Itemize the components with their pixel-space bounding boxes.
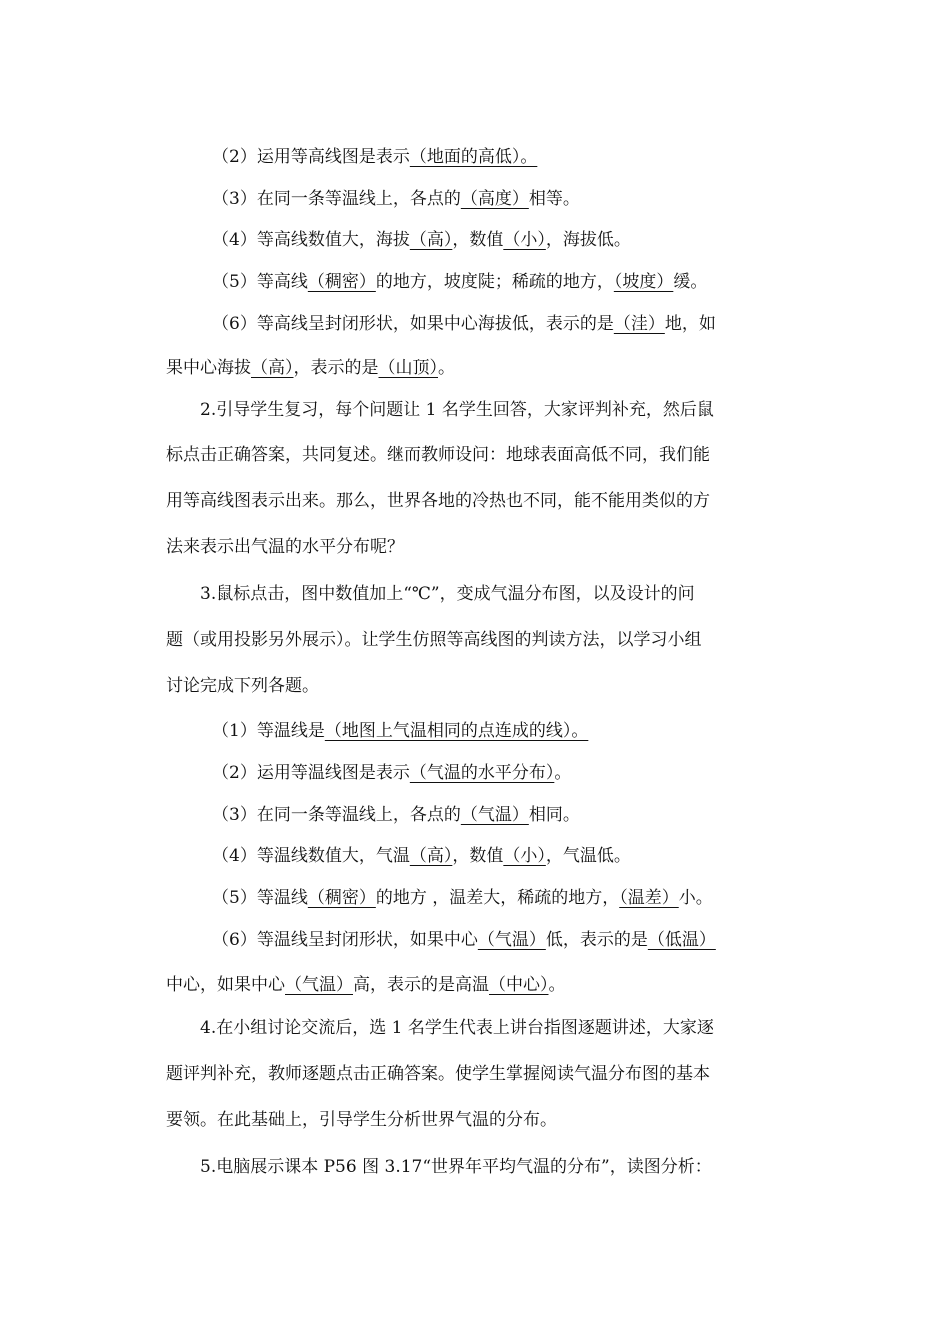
text: （3）在同一条等温线上，各点的 (212, 805, 461, 825)
text: ，数值 (452, 846, 504, 866)
text: 缓。 (673, 272, 708, 292)
answer-blank: （小） (503, 230, 546, 250)
answer-blank: （稠密） (307, 272, 376, 292)
text: （6）等高线呈封闭形状，如果中心海拔低，表示的是 (212, 314, 614, 334)
answer-blank: （气温） (477, 930, 546, 950)
answer-blank: （小） (503, 846, 546, 866)
text: ，数值 (452, 230, 504, 250)
text: （2）运用等高线图是表示 (212, 147, 410, 167)
isotherm-item-6-cont (166, 975, 566, 995)
text: 。 (548, 975, 566, 995)
answer-blank: （洼） (613, 314, 665, 334)
answer-blank: （温差） (619, 888, 679, 908)
text: （2）运用等温线图是表示 (212, 763, 410, 783)
paragraph-2-line: 法来表示出气温的水平分布呢？ (166, 537, 404, 557)
text: ，海拔低。 (545, 230, 631, 250)
answer-blank: （低温） (647, 930, 716, 950)
text: 相同。 (528, 805, 580, 825)
paragraph-5-line: 5.电脑展示课本 P56 图 3.17“世界年平均气温的分布”，读图分析： (200, 1157, 712, 1177)
paragraph-2-line: 2.引导学生复习，每个问题让 1 名学生回答，大家评判补充，然后鼠 (200, 400, 714, 420)
paragraph-4-line: 4.在小组讨论交流后，选 1 名学生代表上讲台指图逐题讲述，大家逐 (200, 1018, 714, 1038)
text: （4）等高线数值大，海拔 (212, 230, 410, 250)
text: （4）等温线数值大，气温 (212, 846, 410, 866)
text: 的地方，坡度陡；稀疏的地方， (375, 272, 614, 292)
paragraph-4-line: 题评判补充，教师逐题点击正确答案。使学生掌握阅读气温分布图的基本 (166, 1064, 710, 1084)
answer-blank: （高） (251, 358, 294, 378)
answer-blank: （气温的水平分布） (409, 763, 555, 783)
answer-blank: （气温） (460, 805, 529, 825)
text: （3）在同一条等温线上，各点的 (212, 189, 461, 209)
answer-blank: （地图上气温相同的点连成的线）。 (324, 721, 589, 741)
text: 。 (438, 358, 455, 378)
isotherm-item-1 (212, 721, 588, 741)
contour-item-5 (212, 272, 707, 292)
text: 相等。 (528, 189, 580, 209)
answer-blank: （地面的高低）。 (409, 147, 538, 167)
isotherm-item-2 (212, 763, 571, 783)
answer-blank: （高） (409, 846, 453, 866)
isotherm-item-5 (212, 888, 713, 908)
text: （1）等温线是 (212, 721, 325, 741)
paragraph-3-line: 3.鼠标点击，图中数值加上“℃”，变成气温分布图，以及设计的问 (200, 584, 695, 604)
answer-blank: （高） (409, 230, 453, 250)
text: 中心，如果中心 (166, 975, 285, 995)
isotherm-item-4 (212, 846, 631, 866)
text: ，气温低。 (545, 846, 631, 866)
text: 果中心海拔 (166, 358, 251, 378)
paragraph-3-line: 讨论完成下列各题。 (166, 676, 319, 696)
paragraph-4-line: 要领。在此基础上，引导学生分析世界气温的分布。 (166, 1110, 557, 1130)
answer-blank: （山顶） (378, 358, 438, 378)
contour-item-6-cont (166, 358, 455, 378)
contour-item-3 (212, 189, 580, 209)
text: 高，表示的是高温 (353, 975, 489, 995)
contour-item-4 (212, 230, 631, 250)
paragraph-3-line: 题（或用投影另外展示）。让学生仿照等高线图的判读方法，以学习小组 (166, 630, 702, 650)
text: 低，表示的是 (545, 930, 648, 950)
text: （6）等温线呈封闭形状，如果中心 (212, 930, 478, 950)
text: 地，如 (664, 314, 716, 334)
answer-blank: （中心） (489, 975, 549, 995)
text: （5）等温线 (212, 888, 308, 908)
text: （5）等高线 (212, 272, 308, 292)
text: ，表示的是 (293, 358, 379, 378)
answer-blank: （稠密） (307, 888, 376, 908)
answer-blank: （气温） (285, 975, 353, 995)
contour-item-2 (212, 147, 537, 167)
isotherm-item-6 (212, 930, 716, 950)
isotherm-item-3 (212, 805, 580, 825)
contour-item-6 (212, 314, 716, 334)
answer-blank: （坡度） (613, 272, 674, 292)
answer-blank: （高度） (460, 189, 529, 209)
text: 的地方 ，温差大，稀疏的地方， (375, 888, 620, 908)
paragraph-2-line: 标点击正确答案，共同复述。继而教师设问：地球表面高低不同，我们能 (166, 445, 710, 465)
text: 。 (554, 763, 572, 783)
paragraph-2-line: 用等高线图表示出来。那么，世界各地的冷热也不同，能不能用类似的方 (166, 491, 710, 511)
text: 小。 (678, 888, 713, 908)
